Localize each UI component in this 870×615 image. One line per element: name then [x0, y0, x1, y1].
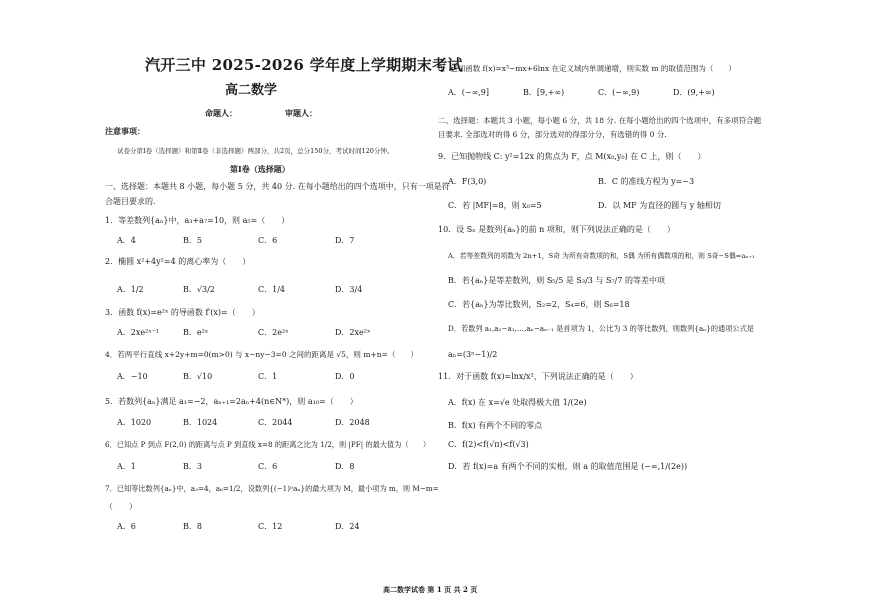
part1-instr-1: 一、选择题：本题共 8 小题，每小题 5 分，共 40 分. 在每小题给出的四个选项中，只有一项是符	[105, 182, 450, 191]
notes-text: 试卷分第Ⅰ卷（选择题）和第Ⅱ卷（非选择题）两部分，共2页，总分150分，考试时间120分钟。	[117, 147, 394, 155]
question-4-stem: 4．若两平行直线 x+2y+m=0(m>0) 与 x−ny−3=0 之间的距离是 √5，则 m+n=（ ）	[105, 350, 418, 359]
q5-option-c: C．2044	[258, 418, 293, 427]
q6-option-b: B．3	[183, 462, 202, 471]
q1-option-b: B．5	[183, 236, 202, 245]
q5-option-b: B．1024	[183, 418, 218, 427]
reviewer-label: 审题人：	[285, 108, 317, 118]
part2-instr-2: 目要求. 全部选对的得 6 分，部分选对的得部分分，有选错的得 0 分.	[438, 130, 667, 139]
q8-option-c: C．(−∞,9)	[598, 88, 640, 97]
q7-option-a: A．6	[117, 522, 136, 531]
q11-option-d: D．若 f(x)=a 有两个不同的实根，则 a 的取值范围是 (−∞,1/(2e))	[448, 462, 688, 471]
q6-option-c: C．6	[258, 462, 278, 471]
q8-option-a: A．(−∞,9]	[448, 88, 490, 97]
q9-option-a: A．F(3,0)	[448, 177, 487, 186]
part1-heading: 第Ⅰ卷（选择题）	[230, 164, 290, 174]
q9-option-c: C．若 |MF|=8，则 x₀=5	[448, 201, 542, 210]
question-5-stem: 5．若数列{aₙ}满足 a₁=−2，aₙ₊₁=2aₙ+4(n∈N*)，则 a₁₀=（ ）	[105, 397, 358, 406]
part2-instr-1: 二、选择题：本题共 3 小题，每小题 6 分，共 18 分. 在每小题给出的四个选项中，有多项符合题	[438, 116, 762, 125]
q7-option-b: B．8	[183, 522, 202, 531]
question-10-stem: 10．设 Sₙ 是数列{aₙ}的前 n 项和，则下列说法正确的是（ ）	[438, 225, 675, 234]
question-7-stem: 7．已知等比数列{aₙ}中，a₃=4，a₆=1/2，设数列{(−1)ⁿaₙ}的最大项为 M，最小项为 m，则 M−m=	[105, 484, 439, 493]
q4-option-c: C．1	[258, 372, 278, 381]
q8-option-b: B．[9,+∞)	[523, 88, 565, 97]
q9-option-b: B．C 的准线方程为 y=−3	[598, 177, 695, 186]
proposer-label: 命题人：	[205, 108, 237, 118]
q11-option-c: C．f(2)<f(√π)<f(√3)	[448, 440, 529, 449]
q1-option-c: C．6	[258, 236, 278, 245]
q7-option-c: C．12	[258, 522, 283, 531]
part1-instr-2: 合题目要求的.	[105, 197, 156, 206]
q2-option-d: D．3/4	[335, 285, 363, 294]
exam-subtitle: 高二数学	[225, 83, 278, 98]
q8-option-d: D．(9,+∞)	[673, 88, 715, 97]
question-11-stem: 11．对于函数 f(x)=lnx/x²，下列说法正确的是（ ）	[438, 372, 638, 381]
q4-option-b: B．√10	[183, 372, 213, 381]
q3-option-d: D．2xe²ˣ	[335, 328, 371, 337]
q10-option-d-formula: aₙ=(3ⁿ−1)/2	[448, 350, 498, 359]
question-3-stem: 3．函数 f(x)=e²ˣ 的导函数 f′(x)=（ ）	[105, 308, 260, 317]
question-7-stem-cont: （ ）	[105, 502, 137, 511]
q6-option-a: A．1	[117, 462, 136, 471]
q2-option-a: A．1/2	[117, 285, 144, 294]
q5-option-a: A．1020	[117, 418, 152, 427]
q11-option-b: B．f(x) 有两个不同的零点	[448, 421, 543, 430]
q3-option-c: C．2e²ˣ	[258, 328, 289, 337]
q2-option-c: C．1/4	[258, 285, 285, 294]
question-8-stem: 8．已知函数 f(x)=x³−mx+6lnx 在定义域内单调递增，则实数 m 的取值范围为（ ）	[438, 64, 736, 73]
q4-option-d: D．0	[335, 372, 355, 381]
exam-title: 汽开三中 2025-2026 学年度上学期期末考试	[145, 56, 463, 74]
notes-heading: 注意事项：	[105, 126, 145, 136]
q11-option-a: A．f(x) 在 x=√e 处取得极大值 1/(2e)	[448, 398, 587, 407]
q4-option-a: A．−10	[117, 372, 148, 381]
question-9-stem: 9．已知抛物线 C: y²=12x 的焦点为 F，点 M(x₀,y₀) 在 C 上，则（ ）	[438, 152, 706, 161]
question-1-stem: 1．等差数列{aₙ}中，a₃+a₇=10，则 a₅=（ ）	[105, 216, 290, 225]
q9-option-d: D．以 MF 为直径的圆与 y 轴相切	[598, 201, 721, 210]
q3-option-a: A．2xe²ˣ⁻¹	[117, 328, 160, 337]
q10-option-c: C．若{aₙ}为等比数列，S₂=2，S₄=6，则 S₆=18	[448, 300, 630, 309]
page-footer: 高二数学试卷 第 1 页 共 2 页	[383, 585, 478, 594]
question-6-stem: 6．已知点 P 到点 F(2,0) 的距离与点 P 到直线 x=8 的距离之比为 1/2，则 |PF| 的最大值为（ ）	[105, 440, 431, 449]
q1-option-d: D．7	[335, 236, 355, 245]
q5-option-d: D．2048	[335, 418, 370, 427]
q7-option-d: D．24	[335, 522, 360, 531]
q10-option-d: D．若数列 a₁,a₂−a₁,…,aₙ−aₙ₋₁ 是首项为 1，公比为 3 的等比数列，则数列{aₙ}的通项公式是	[448, 324, 754, 333]
q3-option-b: B．e²ˣ	[183, 328, 209, 337]
q10-option-b: B．若{aₙ}是等差数列，则 S₅/5 是 S₃/3 与 S₇/7 的等差中项	[448, 276, 665, 285]
q1-option-a: A．4	[117, 236, 136, 245]
q2-option-b: B．√3/2	[183, 285, 215, 294]
question-2-stem: 2．椭圆 x²+4y²=4 的离心率为（ ）	[105, 257, 251, 266]
q6-option-d: D．8	[335, 462, 355, 471]
q10-option-a: A．若等差数列的项数为 2n+1，S奇 为所有奇数项的和，S偶 为所有偶数项的和，则 S奇−S偶=aₙ₊₁	[448, 252, 755, 260]
